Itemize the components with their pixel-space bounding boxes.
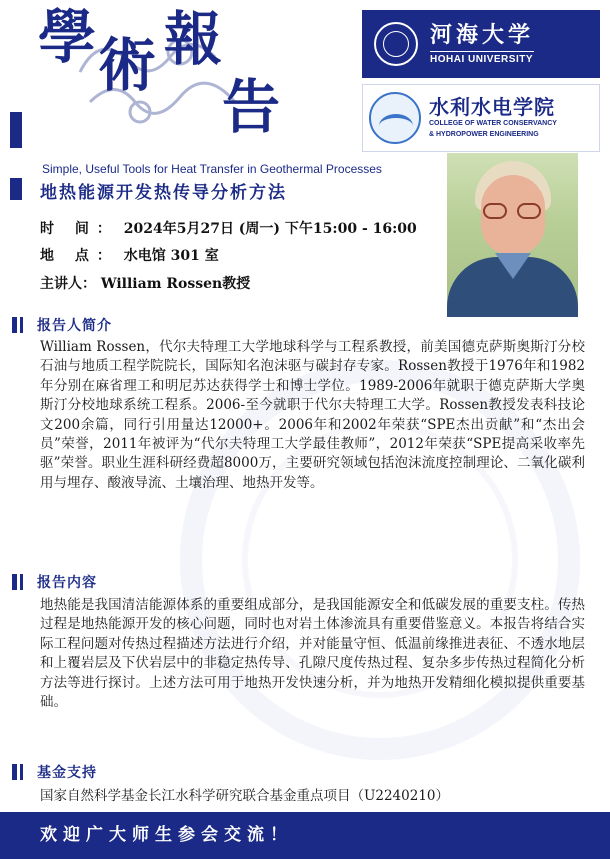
- university-seal-icon: [374, 22, 418, 66]
- footer-banner: [0, 812, 610, 859]
- college-name-cn: 水利水电学院: [429, 95, 555, 120]
- place-label: 地 点：: [40, 248, 119, 264]
- calligraphy-char-4: 告: [222, 73, 281, 141]
- bio-section-header: [12, 315, 112, 335]
- college-name-en-2: & HYDROPOWER ENGINEERING: [429, 131, 539, 138]
- talk-title-cn: 地热能源开发热传导分析方法: [40, 183, 287, 203]
- calligraphy-char-2: 術: [98, 31, 157, 99]
- college-logo: [362, 84, 600, 152]
- college-name-en-1: COLLEGE OF WATER CONSERVANCY: [429, 120, 557, 128]
- content-text: 地热能是我国清洁能源体系的重要组成部分，是我国能源安全和低碳发展的重要支柱。传热过程是地热能源开发的核心问题，同时也对岩土体渗流具有重要借鉴意义。本报告将结合实际工程问题对传热过程描述方法进行介绍，并对能量守恒、低温前缘推进表征、不透水地层和上覆岩层及下伏岩层中的非稳定热传导、孔隙尺度传热过程、复杂多步传热过程简化分析方法等进行探讨。上述方法可用于地热开发快速分析，并为地热开发精细化模拟提供重要基础。: [40, 597, 585, 711]
- time-value: 2024年5月27日 (周一) 下午15:00 - 16:00: [123, 221, 417, 237]
- time-label: 时 间：: [40, 221, 119, 237]
- bio-text: William Rossen，代尔夫特理工大学地球科学与工程系教授，前美国德克萨斯奥斯汀分校石油与地质工程学院院长，国际知名泡沫驱与碳封存专家。Rossen教授于1976年和1982年分别在麻省理工和明尼苏达获得学士和博士学位。1989-2006年就职于德克萨斯大学奥斯汀分校地球系统工程系。2006-至今就职于代尔夫特理工大学。Rossen教授发表科技论文200余篇，同行引用量达12000+。2006年和2002年荣获“SPE杰出贡献”和“杰出会员”荣誉，2011年被评为“代尔夫特理工大学最佳教师”，2012年荣获“SPE提高采收率先驱”荣誉。职业生涯科研经费超8000万，主要研究领域包括泡沫流度控制理论、二氧化碳利用与埋存、酸液导流、土壤治理、地热开发等。: [40, 339, 585, 491]
- place-line: [40, 245, 219, 265]
- calligraphy-char-1: 學: [38, 3, 97, 71]
- speaker-value: William Rossen教授: [100, 276, 251, 292]
- content-title: 报告内容: [37, 575, 97, 591]
- fund-section-header: [12, 762, 97, 782]
- talk-title-en: Simple, Useful Tools for Heat Transfer in Geothermal Processes: [42, 162, 382, 176]
- fund-text: 国家自然科学基金长江水科学研究联合基金重点项目（U2240210）: [40, 788, 450, 804]
- speaker-label: 主讲人：: [40, 276, 96, 292]
- title-accent-bar: [10, 178, 22, 200]
- header-accent-bar: [10, 112, 22, 148]
- college-emblem-icon: [369, 92, 421, 144]
- content-section-header: [12, 572, 97, 592]
- speaker-photo: [447, 153, 578, 317]
- logo-panel: [362, 10, 600, 152]
- university-logo: [362, 10, 600, 78]
- welcome-text: 欢迎广大师生参会交流！: [40, 825, 293, 845]
- fund-title: 基金支持: [37, 765, 97, 781]
- speaker-line: [40, 273, 250, 293]
- place-value: 水电馆 301 室: [123, 248, 219, 264]
- time-line: [40, 218, 417, 238]
- university-name-cn: 河海大学: [430, 22, 535, 49]
- calligraphy-title: [0, 0, 360, 150]
- bio-title: 报告人简介: [37, 318, 112, 334]
- university-name-en: HOHAI UNIVERSITY: [430, 51, 534, 65]
- calligraphy-char-3: 報: [164, 5, 223, 73]
